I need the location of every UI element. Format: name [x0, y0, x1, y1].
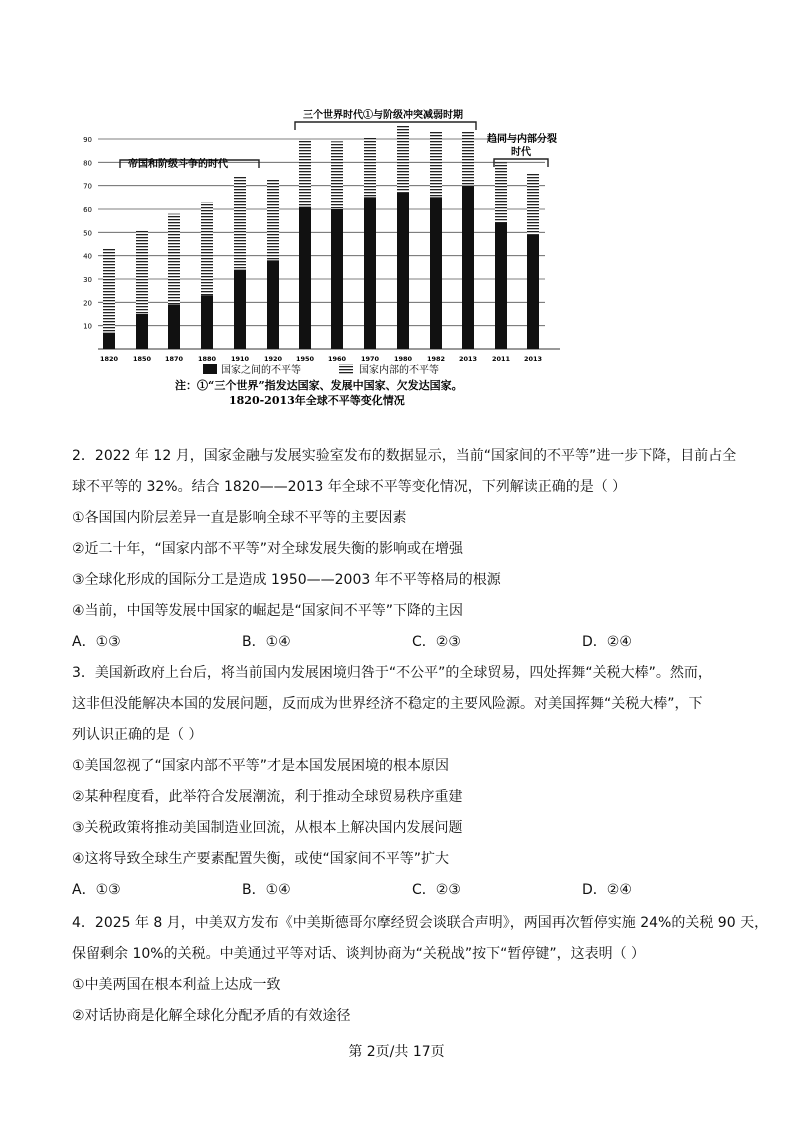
period-label-3-line1: 趋同与内部分裂: [487, 134, 557, 145]
y-tick-label: 50: [83, 229, 92, 238]
question-3-stem-line2: 这非但没能解决本国的发展问题，反而成为世界经济不稳定的主要风险源。对美国挥舞“关税大棒”，下: [72, 696, 703, 712]
bar-within-1960: [331, 141, 343, 209]
bar-between-1970: [364, 197, 376, 349]
y-tick-label: 70: [83, 182, 92, 191]
bar-within-2013: [527, 174, 539, 235]
question-4: [72, 908, 769, 1032]
x-tick-label: 2013: [523, 355, 543, 363]
question-2-option-a[interactable]: A．①③: [72, 634, 121, 650]
question-2-item-4: ④当前，中国等发展中国家的崛起是“国家间不平等”下降的主因: [72, 603, 464, 619]
bar-within-2013: [462, 132, 474, 186]
bar-between-1980: [397, 193, 409, 349]
question-2-item-1: ①各国国内阶层差异一直是影响全球不平等的主要因素: [72, 510, 407, 526]
y-tick-label: 60: [83, 206, 92, 214]
x-tick-label: 2011: [491, 355, 511, 363]
period-bracket-2: [295, 122, 476, 130]
x-tick-label: 1950: [295, 355, 315, 363]
chart-legend: [203, 363, 439, 376]
bar-within-1850: [136, 230, 148, 314]
question-2-option-b[interactable]: B．①④: [242, 634, 291, 650]
bar-within-1910: [234, 176, 246, 269]
bar-within-1970: [364, 137, 376, 198]
question-2-item-2: ②近二十年，“国家内部不平等”对全球发展失衡的影响或在增强: [72, 541, 464, 557]
question-3-stem-line1: 3．美国新政府上台后，将当前国内发展困境归咎于“不公平”的全球贸易，四处挥舞“关税大棒”。然而，: [72, 665, 712, 681]
y-tick-label: 90: [83, 136, 92, 144]
question-3-item-2: ②某种程度看，此举符合发展潮流，利于推动全球贸易秩序重建: [72, 789, 463, 805]
x-tick-label: 1880: [197, 355, 217, 363]
bar-within-1880: [201, 202, 213, 295]
bar-within-1980: [397, 125, 409, 193]
question-3-option-b[interactable]: B．①④: [242, 882, 291, 898]
question-2: [72, 441, 752, 658]
bar-within-1870: [168, 214, 180, 305]
y-tick-label: 30: [83, 276, 92, 284]
period-label-2: 三个世界时代①与阶级冲突减弱时期: [303, 110, 463, 121]
question-3-item-4: ④这将导致全球生产要素配置失衡，或使“国家间不平等”扩大: [72, 851, 450, 867]
chart-gridlines: [98, 139, 560, 349]
question-2-stem-line2: 球不平等的 32%。结合 1820——2013 年全球不平等变化情况，下列解读正确的是（ ）: [72, 479, 627, 495]
legend-label-within: 国家内部的不平等: [359, 365, 439, 376]
x-tick-label: 1820: [99, 355, 119, 363]
page-footer: 第 2页/共 17页: [348, 1044, 445, 1060]
x-tick-label: 1850: [132, 355, 152, 363]
question-2-option-c[interactable]: C．②③: [412, 634, 461, 650]
question-3-item-3: ③关税政策将推动美国制造业回流，从根本上解决国内发展问题: [72, 820, 463, 836]
bar-within-1920: [267, 179, 279, 261]
bar-between-1960: [331, 209, 343, 349]
bar-between-1870: [168, 305, 180, 349]
question-4-stem-line2: 保留剩余 10%的关税。中美通过平等对话、谈判协商为“关税战”按下“暂停键”，这表明（ ）: [72, 946, 646, 962]
question-3-option-d[interactable]: D．②④: [582, 882, 632, 898]
bar-between-1950: [299, 207, 311, 349]
bar-within-1982: [430, 132, 442, 197]
question-3-stem-line3: 列认识正确的是（ ）: [72, 727, 203, 743]
bar-between-1880: [201, 295, 213, 349]
bar-between-1820: [103, 333, 115, 349]
bar-within-1820: [103, 249, 115, 333]
y-tick-label: 80: [83, 159, 92, 168]
x-tick-label: 1920: [263, 355, 283, 363]
legend-label-between: 国家之间的不平等: [221, 365, 301, 376]
legend-swatch-between: [203, 364, 217, 374]
bar-between-2013: [462, 186, 474, 349]
x-tick-label: 1870: [164, 355, 184, 363]
question-3-item-1: ①美国忽视了“国家内部不平等”才是本国发展困境的根本原因: [72, 758, 450, 774]
chart-note: 注：①“三个世界”指发达国家、发展中国家、欠发达国家。: [175, 379, 463, 392]
x-axis-ticks: [100, 355, 542, 363]
x-tick-label: 1982: [426, 355, 446, 363]
y-axis-ticks: [83, 136, 92, 331]
x-tick-label: 1970: [360, 355, 380, 363]
period-label-1: 帝国和阶级斗争的时代: [128, 159, 228, 170]
question-4-item-2: ②对话协商是化解全球化分配矛盾的有效途径: [72, 1008, 351, 1024]
chart-title: 1820-2013年全球不平等变化情况: [229, 394, 405, 407]
question-4-stem-line1: 4．2025 年 8 月，中美双方发布《中美斯德哥尔摩经贸会谈联合声明》，两国再次暂停实施 24%的关税 90 天，: [72, 915, 769, 931]
question-2-options: [72, 627, 752, 658]
x-tick-label: 2013: [458, 355, 478, 363]
bar-between-1982: [430, 197, 442, 349]
question-2-option-d[interactable]: D．②④: [582, 634, 632, 650]
question-3-options: [72, 875, 752, 906]
legend-swatch-within: [339, 364, 353, 374]
bar-within-2011: [495, 162, 507, 223]
y-tick-label: 40: [83, 252, 92, 261]
question-4-item-1: ①中美两国在根本利益上达成一致: [72, 977, 281, 993]
question-3: [72, 658, 752, 906]
question-2-item-3: ③全球化形成的国际分工是造成 1950——2003 年不平等格局的根源: [72, 572, 501, 588]
x-tick-label: 1960: [327, 355, 347, 363]
period-label-3-line2: 时代: [511, 147, 531, 158]
bar-within-1950: [299, 139, 311, 207]
question-3-option-a[interactable]: A．①③: [72, 882, 121, 898]
x-tick-label: 1910: [230, 355, 250, 363]
y-tick-label: 20: [83, 299, 92, 308]
inequality-chart: [0, 0, 793, 420]
bar-between-1910: [234, 270, 246, 349]
bar-between-1850: [136, 314, 148, 349]
bar-between-2013: [527, 235, 539, 349]
bar-between-1920: [267, 260, 279, 349]
y-tick-label: 10: [83, 322, 92, 331]
x-tick-label: 1980: [393, 355, 413, 363]
bar-between-2011: [495, 223, 507, 349]
question-3-option-c[interactable]: C．②③: [412, 882, 461, 898]
question-2-stem-line1: 2．2022 年 12 月，国家金融与发展实验室发布的数据显示，当前“国家间的不平等”进一步下降，目前占全: [72, 448, 737, 464]
